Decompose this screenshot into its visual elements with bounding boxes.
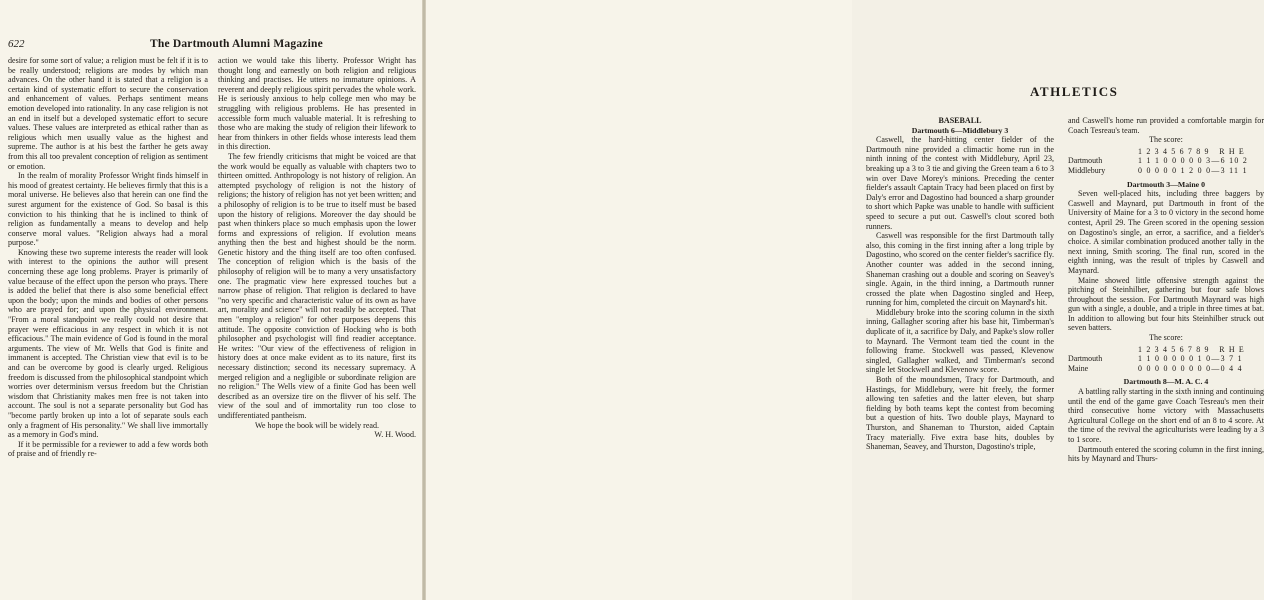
box-score-row [1068,166,1264,176]
paragraph: action we would take this liberty. Professor Wright has thought long and earnestly on both religion and religious thinking and practises. He utters no immature opinions. A reverent and deeply religious spirit pervades the whole work. He is seriously anxious to help college men who may be struggling with religious problems. He has presented in accessible form much valuable material. It is refreshing to those who are making the study of religion their lifework to hear from thinkers in other fields whose interests lead them in this direction. [218,56,416,152]
paragraph: Knowing these two supreme interests the reader will look with interest to the opinions the author will present concerning these age long problems. Prayer is primarily of value because of the effect upon the person who prays. There is added the belief that there is also some beneficial effect upon the body; upon the minds and bodies of other persons who are prayed for; and upon the physical environment. "From a moral standpoint we really could not desire that prayer were efficacious in any respect in which it is not efficacious." The main evidence of God is found in the moral arguments. The view of Mr. Wells that God is finite and immanent is accepted. The Christian view that evil is to be and can be overcome by good is clearly urged. Religious freedom is discussed from the philosophical standpoint which worries over determinism versus freedom but the Christian wisdom that Christianity makes men free is not taken into account. The soul is not a separate personality but God has "become partly broken up into a lot of separate souls each only a fragment of His personality." We shall live immortally as a memory in God's mind. [8,247,208,440]
line-score: 0 0 0 0 0 1 2 0 0—3 11 1 [1138,165,1248,175]
paragraph: and Caswell's home run provided a comfortable margin for Coach Tesreau's team. [1068,116,1264,135]
paragraph: desire for some sort of value; a religion must be felt if it is to be really understood; religions are modes by which man advances. On the other hand it is stated that a religion is a certain kind of systematic effort to secure the conservation and enhancement of values. Perhaps sentiment means emotion developed into rationality. In any case religion is not an end in itself but a developed systematic effort to secure values. These values are interpreted as ethical rather than as religious which men usually value as the highest and supreme. The author is at his best the farther he gets away from this all too prevalent conception of religion as sentiment or emotion. [8,56,208,171]
paragraph: Caswell was responsible for the first Dartmouth tally also, this coming in the first inning after a long triple by Dagostino, who scored on the center fielder's sacrifice fly. Another counter was added in the second inning, Shaneman crashing out a double and scoring on Seavey's single. Again, in the third inning, a Dartmouth runner crossed the plate when Dagostino singled and Heep, running for him, completed the circuit on Maynard's hit. [866,231,1054,308]
paragraph: We hope the book will be widely read. [254,420,380,430]
left-page [0,0,422,600]
box-score [1068,345,1264,374]
box-score-row [1068,364,1264,374]
paragraph: Seven well-placed hits, including three baggers by Caswell and Maynard, put Dartmouth in front of the University of Maine for a 3 to 0 victory in the second home contest, April 29. The Green scored in the opening session on Dagostino's single, an error, a sacrifice, and a fielder's choice. A similar combination produced another tally in the next inning, Smith scoring. The final run, scored in the eighth inning, was the result of triples by Caswell and Maynard. [1068,189,1264,275]
sport-heading: BASEBALL [938,116,982,125]
line-score: 0 0 0 0 0 0 0 0 0—0 4 4 [1138,363,1243,373]
line-score: 1 1 0 0 0 0 0 1 0—3 7 1 [1138,354,1243,364]
score-label: The score: [1149,135,1183,145]
running-head: The Dartmouth Alumni Magazine [150,38,323,50]
box-score-row [1068,354,1264,364]
left-column-1 [8,56,208,459]
paragraph: Dartmouth entered the scoring column in the first inning, hits by Maynard and Thurs- [1068,444,1264,464]
game-heading: Dartmouth 8—M. A. C. 4 [1123,377,1209,387]
score-label: The score: [1149,333,1183,343]
right-page [426,0,1264,600]
box-score-header: 1 2 3 4 5 6 7 8 9 R H E [1138,344,1245,354]
paragraph: Both of the moundsmen, Tracy for Dartmouth, and Hastings, for Middlebury, were hit freely, the former allowing ten safeties and the latter eleven, but sharp fielding by both teams kept the contest from becoming but a question of hits. Two double plays, Maynard to Thurston, and Shaneman to Thurston, aided Captain Tracy materially. Five extra base hits, doubles by Shaneman, Seavey, and Thurston, Dagostino's triple, [866,375,1054,452]
team-name: Middlebury [1068,165,1106,175]
team-name: Dartmouth [1068,354,1103,364]
paragraph: The few friendly criticisms that might be voiced are that the work would be equally as valuable with chapters two to thirteen omitted. Anthropology is not history of religion. An attempted psychology of religion is not the history of religions; the history of religion has not yet been written; and a philosophy of religion is to be true to itself must be based upon the history of religions. Moreover the day should be past when thinkers place so much emphasis upon the lower forms and expressions of religion. If evolution means anything then the best and highest should be the norm. Genetic history and the thing itself are too often confused. The conception of religion which is the basis of the philosophy of religion will be to many a very unsatisfactory one. The pragmatic view here expressed touches but a narrow phase of religion. That religion is declared to have "no very specific and characteristic value of its own as have art, morality and science" will not readily be accepted. That men "employ a religion" for other purposes deepens this attitude. The opposite conviction of Hocking who is both philosopher and psychologist will find readier acceptance. He writes: "Our view of the effectiveness of religion in history does at once make evident as to its nature, first its necessary distinction; second its necessary supremacy. A merged religion and a negligible or subordinate religion are no religion." The Wells view of a finite God has been well described as an oversize tire on the flivver of his self. The view of the soul and of immortality run too close to undifferentiated pantheism. [218,151,416,420]
right-column-1 [866,116,1054,452]
right-column-2 [1068,116,1264,464]
line-score: 1 1 1 0 0 0 0 0 3—6 10 2 [1138,156,1249,166]
team-name: Maine [1068,363,1089,373]
paragraph: If it be permissible for a reviewer to add a few words both of praise and of friendly re- [8,439,208,459]
paragraph: In the realm of morality Professor Wright finds himself in his mood of greatest certainty. He believes firmly that this is a moral universe. He believes also that herein can one find the surest argument for the existence of God. So basal is this conviction to his thinking that he is inclined to think of religion as fundamentally a means to develop and help conserve moral values. "Religion always had a moral purpose." [8,171,208,248]
paragraph: Caswell, the hard-hitting center fielder of the Dartmouth nine provided a climactic home run in the ninth inning of the contest with Middlebury, April 23, breaking up a 3 to 3 tie and giving the Green team a 6 to 3 win over Dave Morey's minions. Preceding the center fielder's assault Captain Tracy had been placed on first by Daly's error and Dagostino had bounced a sharp grounder to short which Papke was unable to handle with sufficient speed to secure a put out. Caswell's clout scored both runners. [866,135,1054,231]
paragraph: Maine showed little offensive strength against the pitching of Steinhilber, gathering but four safe blows throughout the session. For Dartmouth Maynard was high gun with a single, a double, and a triple in three times at bat. In addition to allowing but four hits Steinhilber struck out seven batters. [1068,275,1264,333]
reviewer-signature: W. H. Wood. [374,430,416,440]
paragraph: Middlebury broke into the scoring column in the sixth inning, Gallagher scoring after his base hit, Timberman's duplicate of it, a sacrifice by Daly, and Papke's slow roller to Maynard. The Vermont team tied the count in the following frame. Stockwell was passed, Klevenow singled, Gallagher walked, and Timberman's second single let Stockwell and Klevenow score. [866,307,1054,375]
left-column-2 [218,56,416,440]
section-title: ATHLETICS [1030,84,1119,99]
team-name: Dartmouth [1068,156,1103,166]
page-number: 622 [8,38,25,50]
game-heading: Dartmouth 6—Middlebury 3 [911,125,1009,135]
box-score-header: 1 2 3 4 5 6 7 8 9 R H E [1138,146,1245,156]
paragraph: A battling rally starting in the sixth inning and continuing until the end of the game gave Coach Tesreau's men their third consecutive home victory with Massachusetts Agricultural College on the short end of an 8 to 4 score. At the time of the revival the agriculturists were leading by a 3 to 1 score. [1068,387,1264,444]
box-score-row [1068,156,1264,166]
game-heading: Dartmouth 3—Maine 0 [1127,179,1205,189]
box-score [1068,147,1264,176]
